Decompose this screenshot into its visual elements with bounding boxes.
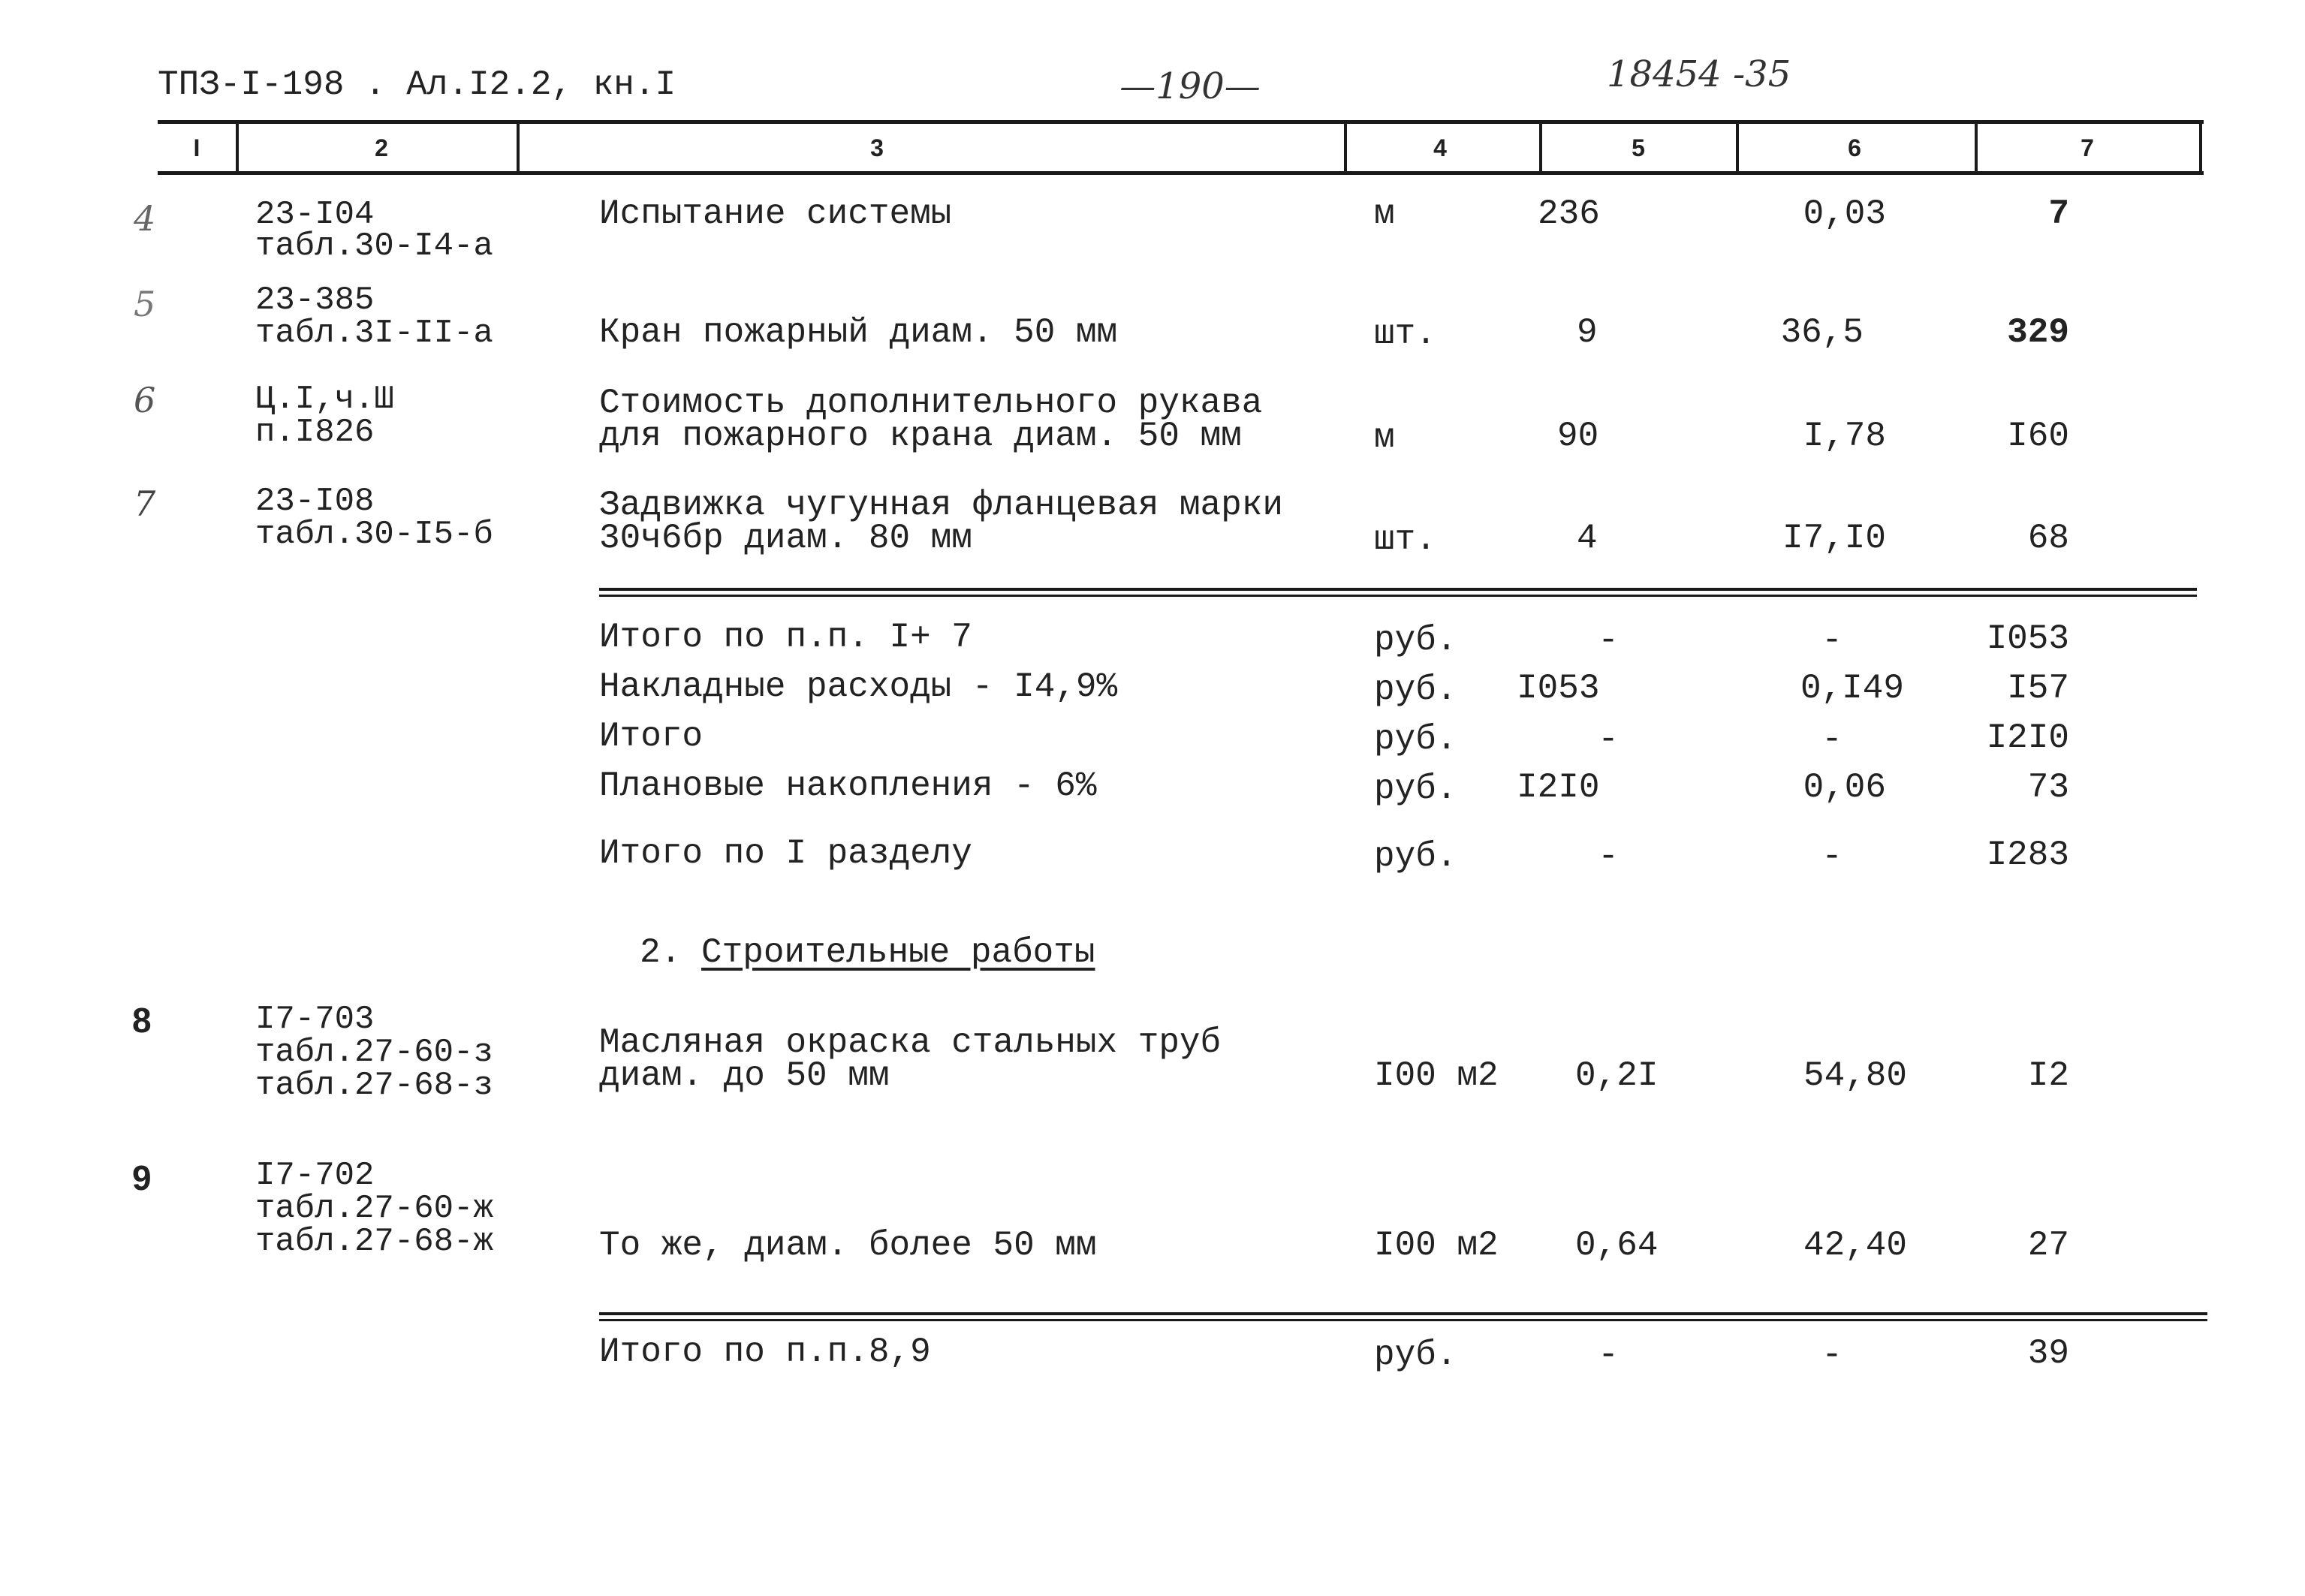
summary-label: Итого по п.п.8,9 (599, 1333, 931, 1372)
row-unit: шт. (1374, 520, 1436, 559)
row-qty: 0,2I (1575, 1056, 1659, 1095)
row-code: табл.3I-II-а (255, 315, 493, 352)
summary-price: - (1821, 1336, 1842, 1375)
summary-qty: - (1598, 720, 1619, 759)
header-col-1: I (193, 134, 200, 161)
row-number: 6 (134, 380, 156, 420)
row-price: 42,40 (1803, 1226, 1907, 1265)
row-number: 5 (134, 284, 156, 324)
row-price: 36,5 (1780, 313, 1864, 352)
summary-label: Итого по п.п. I+ 7 (599, 618, 972, 657)
summary-qty: - (1598, 621, 1619, 660)
row-unit: м (1374, 194, 1395, 233)
header-col-6: 6 (1848, 134, 1861, 161)
row-unit: I00 м2 (1374, 1056, 1499, 1095)
row-description: То же, диам. более 50 мм (599, 1226, 1097, 1265)
row-qty: 90 (1557, 417, 1599, 456)
row-code: табл.27-60-з (255, 1034, 493, 1071)
section-divider (599, 588, 2197, 591)
summary-price: - (1821, 621, 1842, 660)
row-description: диам. до 50 мм (599, 1056, 890, 1095)
summary-total: I2I0 (1986, 718, 2069, 757)
header-col-4: 4 (1433, 134, 1447, 161)
summary-label: Итого по I разделу (599, 834, 972, 873)
summary-total: 39 (2027, 1334, 2069, 1373)
row-code: табл.27-68-ж (255, 1223, 493, 1260)
row-qty: 9 (1577, 313, 1598, 352)
row-number: 9 (132, 1158, 152, 1197)
row-price: I7,I0 (1782, 519, 1886, 558)
section-divider (599, 1312, 2207, 1315)
row-unit: I00 м2 (1374, 1226, 1499, 1265)
row-price: I,78 (1803, 417, 1886, 456)
header-divider (517, 122, 520, 173)
row-code: 23-I04 (255, 196, 375, 233)
summary-unit: руб. (1374, 720, 1457, 759)
summary-price: - (1821, 720, 1842, 759)
row-code: 23-385 (255, 282, 375, 319)
header-bottom-rule (158, 171, 2204, 175)
summary-price: 0,06 (1803, 768, 1886, 807)
summary-unit: руб. (1374, 621, 1457, 660)
row-code: п.I826 (255, 414, 375, 451)
row-total: 68 (2027, 519, 2069, 558)
row-total: I2 (2027, 1056, 2069, 1095)
header-col-3: 3 (870, 134, 884, 161)
header-divider (1736, 122, 1739, 173)
header-divider (236, 122, 239, 173)
summary-qty: I2I0 (1517, 768, 1600, 807)
row-unit: м (1374, 418, 1395, 457)
section-divider (599, 1319, 2207, 1321)
row-price: 54,80 (1803, 1056, 1907, 1095)
page-number: —190— (1119, 65, 1261, 107)
section-number: 2. (640, 933, 682, 972)
summary-label: Плановые накопления - 6% (599, 766, 1097, 806)
summary-unit: руб. (1374, 1336, 1457, 1375)
header-divider (1344, 122, 1347, 173)
summary-price: 0,I49 (1800, 669, 1904, 708)
header-divider (1539, 122, 1542, 173)
row-number: 8 (132, 1001, 152, 1040)
summary-qty: I053 (1517, 669, 1600, 708)
row-description: Испытание системы (599, 194, 952, 233)
row-code: Ц.I,ч.Ш (255, 381, 394, 418)
document-reference: ТПЗ-I-198 . Ал.I2.2, кн.I (158, 65, 676, 104)
header-top-rule (158, 120, 2204, 124)
row-description: Задвижка чугунная фланцевая марки (599, 486, 1283, 525)
row-qty: 4 (1577, 519, 1598, 558)
header-col-7: 7 (2081, 134, 2094, 161)
summary-label: Итого (599, 717, 704, 756)
header-divider (1975, 122, 1978, 173)
row-total: I60 (2007, 417, 2069, 456)
row-qty: 0,64 (1575, 1226, 1659, 1265)
row-description: для пожарного крана диам. 50 мм (599, 417, 1242, 456)
summary-total: I053 (1986, 619, 2069, 658)
row-description: Масляная окраска стальных труб (599, 1023, 1222, 1062)
section-divider (599, 595, 2197, 597)
summary-price: - (1821, 837, 1842, 876)
row-total: 7 (2048, 194, 2069, 233)
section-title: Строительные работы (701, 933, 1095, 972)
row-number: 4 (134, 198, 156, 239)
row-price: 0,03 (1803, 194, 1886, 233)
summary-unit: руб. (1374, 769, 1457, 809)
row-qty: 236 (1538, 194, 1600, 233)
row-number: 7 (134, 483, 156, 524)
summary-qty: - (1598, 1336, 1619, 1375)
row-description: Кран пожарный диам. 50 мм (599, 313, 1118, 352)
stamp-number: 18454 -35 (1607, 53, 1791, 95)
header-col-2: 2 (375, 134, 388, 161)
summary-total: 73 (2027, 768, 2069, 807)
row-total: 329 (2007, 313, 2069, 352)
row-code: 23-I08 (255, 483, 375, 520)
row-unit: шт. (1374, 315, 1436, 354)
header-divider (2199, 122, 2202, 173)
summary-label: Накладные расходы - I4,9% (599, 667, 1118, 706)
row-total: 27 (2027, 1226, 2069, 1265)
summary-total: I283 (1986, 836, 2069, 875)
row-code: табл.30-I5-б (255, 516, 493, 553)
summary-total: I57 (2007, 669, 2069, 708)
row-code: I7-702 (255, 1157, 375, 1194)
row-code: табл.30-I4-а (255, 227, 493, 265)
row-code: табл.27-68-з (255, 1067, 493, 1104)
summary-unit: руб. (1374, 670, 1457, 709)
row-code: табл.27-60-ж (255, 1190, 493, 1227)
row-description: 30ч6бр диам. 80 мм (599, 519, 972, 558)
summary-qty: - (1598, 837, 1619, 876)
row-description: Стоимость дополнительного рукава (599, 384, 1263, 423)
header-col-5: 5 (1632, 134, 1645, 161)
row-code: I7-703 (255, 1001, 375, 1038)
summary-unit: руб. (1374, 837, 1457, 876)
